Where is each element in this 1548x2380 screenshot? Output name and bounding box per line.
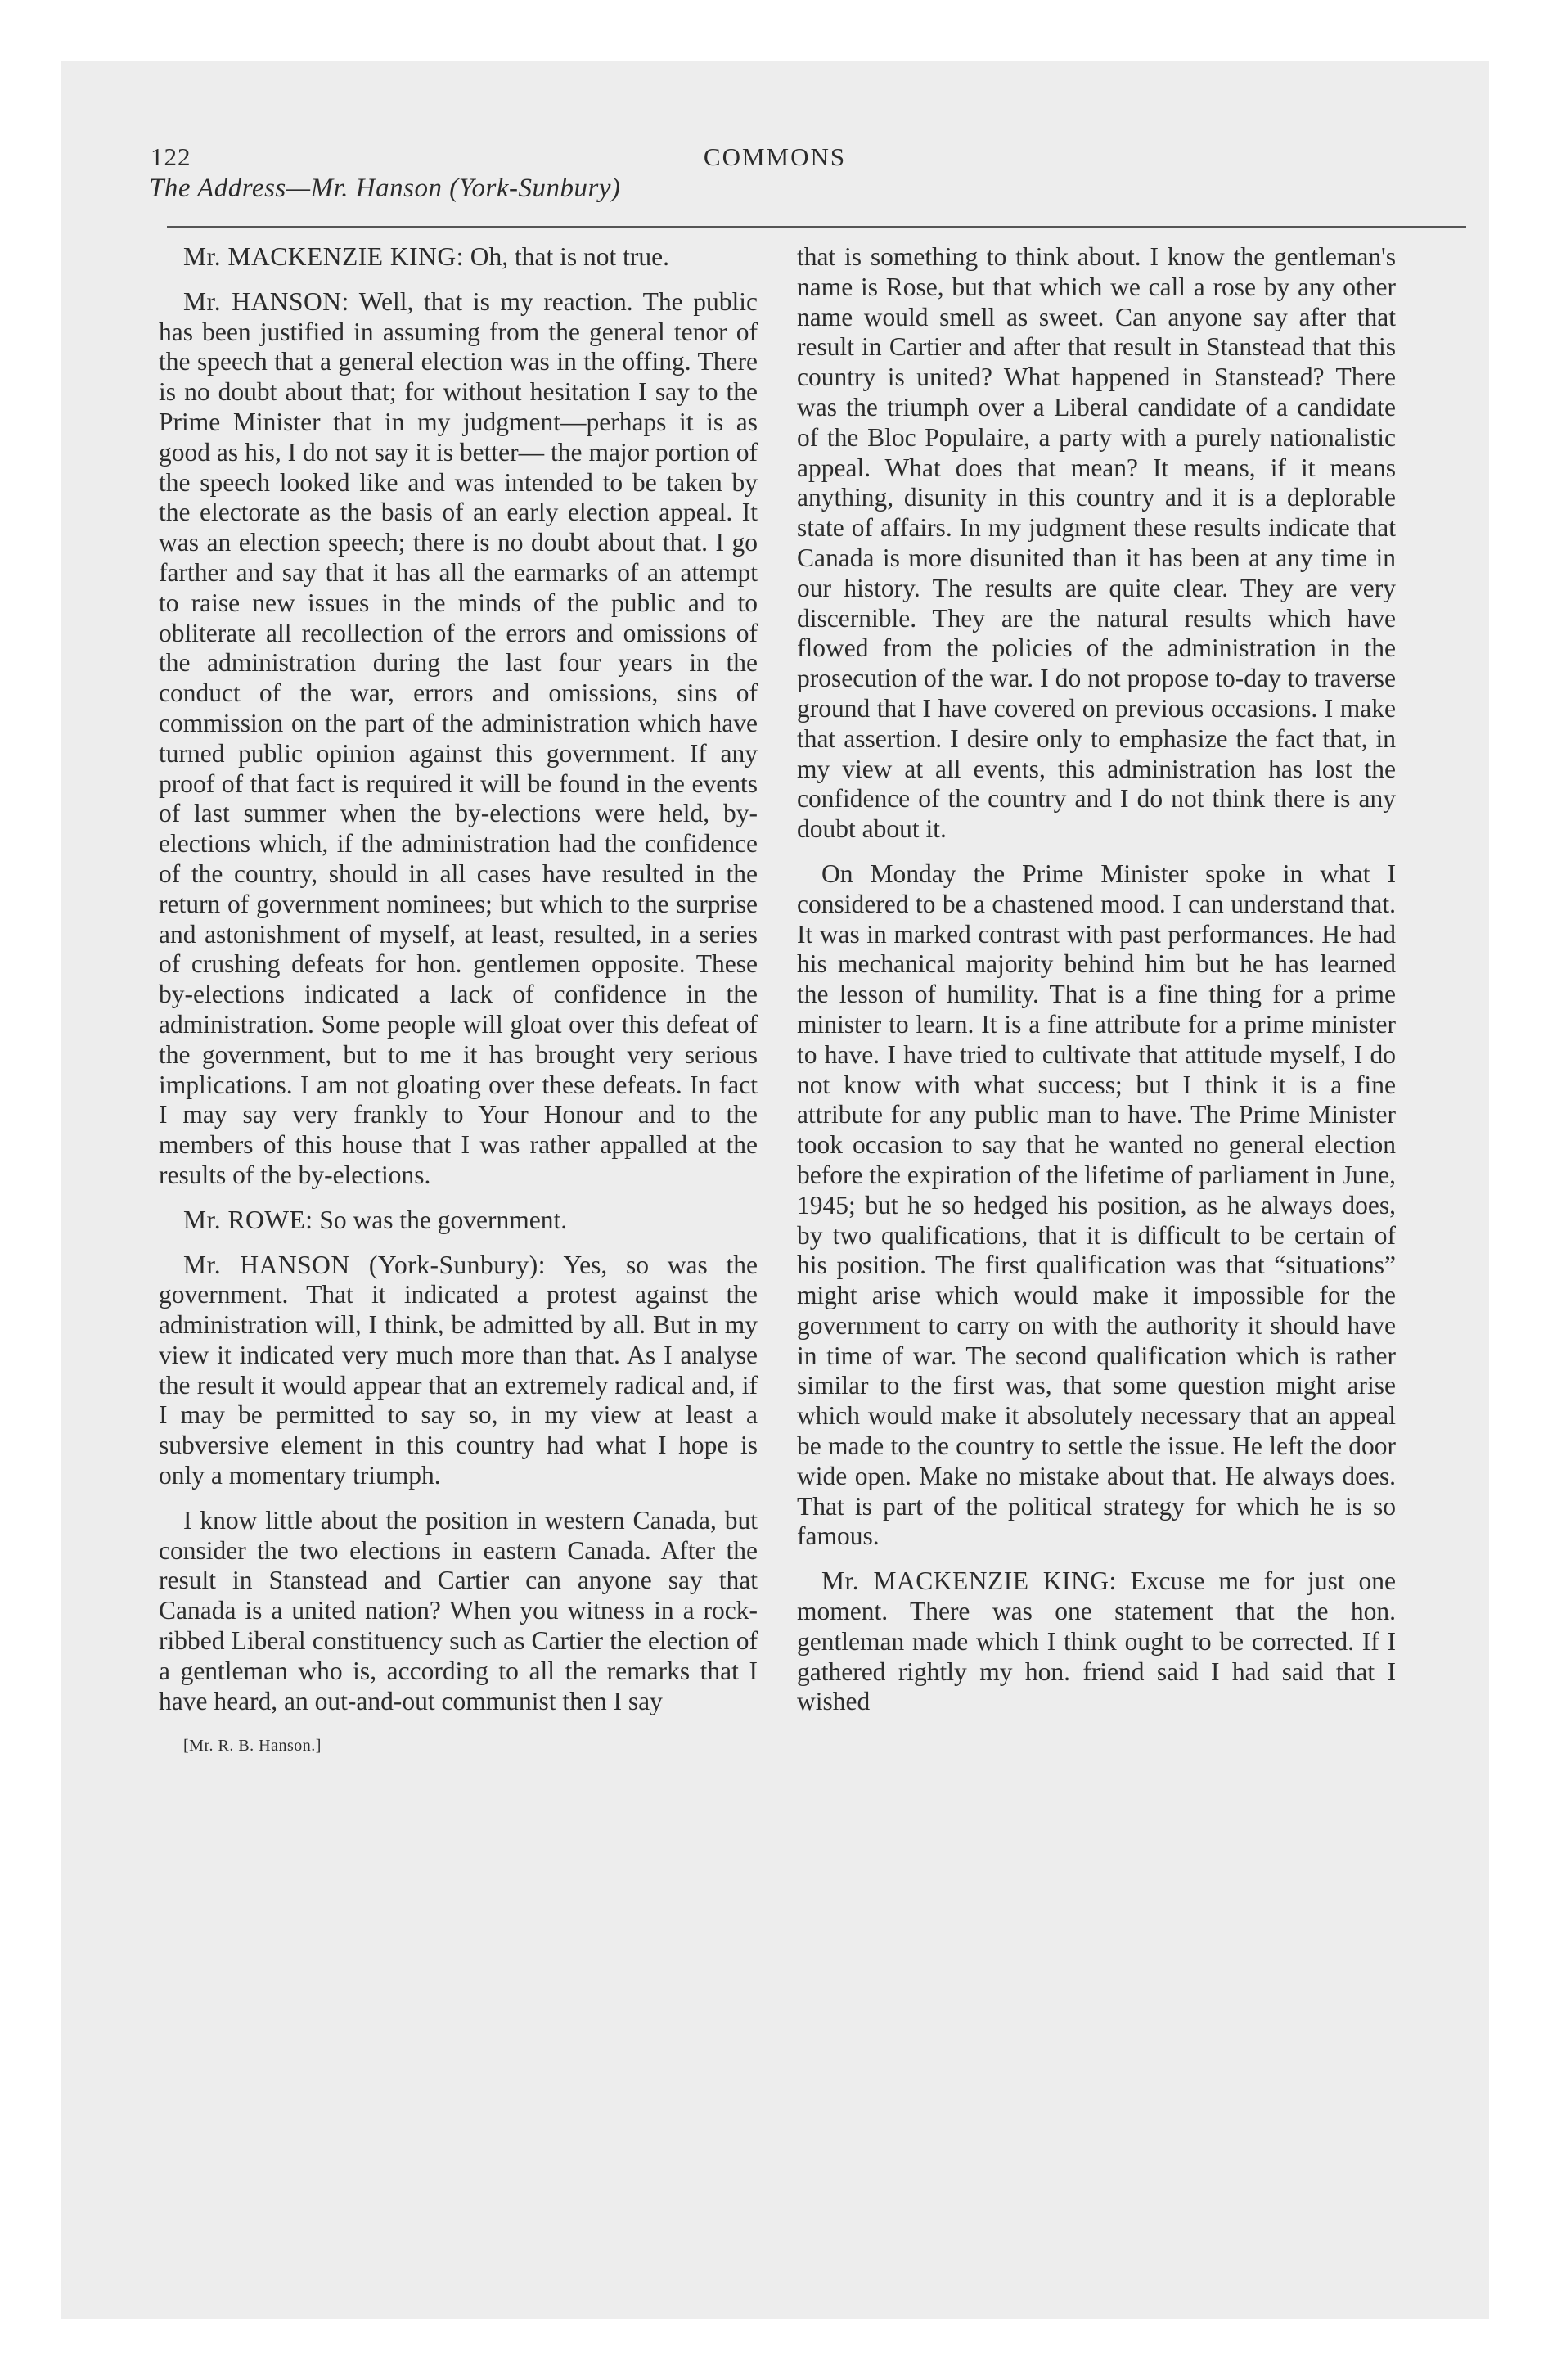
paragraph-continuation [797,242,1396,845]
paragraph [797,1566,1396,1717]
speaker-name: Mr. HANSON (York-Sunbury): [183,1250,546,1279]
page-number: 122 [151,142,191,171]
paragraph [159,287,758,1191]
paragraph-text: Yes, so was the government. That it indicated a protest against the administration will, I think, be admitted by all. But in my view it indicated very much more than that. As I analyse the result it would appear that an extremely radical and, if I may be permitted to say so, in my view at least a subversive element in this country had what I hope is only a momentary triumph. [159,1250,758,1490]
paragraph-text: Oh, that is not true. [463,242,669,271]
paragraph [159,1206,758,1236]
running-head: COMMONS [703,142,847,171]
paragraph [159,1251,758,1491]
paragraph-text: Well, that is my reaction. The public has been justified in assuming from the general tenor of the speech that a general election was in the offing. There is no doubt about that; for without hesitation I say to the Prime Minister that in my judgment—perhaps it is as good as his, I do not say it is better— the major portion of the speech looked like and was intended to be taken by the electorate as the basis of an early election appeal. It was an election speech; there is no doubt about that. I go farther and say that it has all the earmarks of an attempt to raise new issues in the minds of the public and to obliterate all recollection of the errors and omissions of the administration during the last four years in the conduct of the war, errors and omissions, sins of commission on the part of the administration which have turned public opinion against this government. If any proof of that fact is required it will be found in the events of last summer when the by-elections were held, by-elections which, if the administration had the confidence of the country, should in all cases have resulted in the return of government nominees; but which to the surprise and astonishment of myself, at least, resulted, in a series of crushing defeats for hon. gentlemen opposite. These by-elections indicated a lack of confidence in the administration. Some people will gloat over this defeat of the government, but to me it has brought very serious implications. I am not gloating over these defeats. In fact I may say very frankly to Your Honour and to the members of this house that I was rather appalled at the results of the by-elections. [159,286,758,1189]
speaker-name: Mr. MACKENZIE KING: [183,242,464,271]
paragraph-text: I know little about the position in western Canada, but consider the two elections in eastern Canada. After the result in Stanstead and Cartier can anyone say that Canada is a united nation? When you witness in a rock-ribbed Liberal constituency such as Cartier the election of a gentleman who is, according to all the remarks that I have heard, an out-and-out communist then I say [159,1505,758,1715]
paragraph-text: that is something to think about. I know the gentleman's name is Rose, but that which we call a rose by any other name would smell as sweet. Can anyone say after that result in Cartier and after that result in Stanstead that this country is united? What happened in Stanstead? There was the triumph over a Liberal candidate of a candidate of the Bloc Populaire, a party with a purely nationalistic appeal. What does that mean? It means, if it means anything, disunity in this country and it is a deplorable state of affairs. In my judgment these results indicate that Canada is more disunited than it has been at any time in our history. The results are quite clear. They are very discernible. They are the natural results which have flowed from the policies of the administration in the prosecution of the war. I do not propose to-day to traverse ground that I have covered on previous occasions. I make that assertion. I desire only to emphasize the fact that, in my view at all events, this administration has lost the confidence of the country and I do not think there is any doubt about it. [797,242,1396,844]
speaker-name: Mr. MACKENZIE KING: [821,1566,1117,1596]
speaker-name: Mr. ROWE: [183,1205,313,1234]
paragraph-text: So was the government. [313,1205,568,1234]
right-column [797,242,1396,1732]
page-sheet [61,61,1489,2319]
paragraph [159,1506,758,1717]
paragraph [797,859,1396,1552]
header-rule [167,226,1466,228]
paragraph [159,242,758,273]
left-column [159,242,758,1776]
speaker-footnote: [Mr. R. B. Hanson.] [183,1737,322,1756]
paragraph-text: Excuse me for just one moment. There was one statement that the hon. gentleman made which I think ought to be corrected. If I gathered rightly my hon. friend said I had said that I wished [797,1566,1396,1716]
speaker-name: Mr. HANSON: [183,286,349,316]
paragraph-text: On Monday the Prime Minister spoke in what I considered to be a chastened mood. I can understand that. It was in marked contrast with past performances. He had his mechanical majority behind him but he has learned the lesson of humility. That is a fine thing for a prime minister to learn. It is a fine attribute for a prime minister to have. I have tried to cultivate that attitude myself, I do not know with what success; but I think it is a fine attribute for any public man to have. The Prime Minister took occasion to say that he wanted no general election before the expiration of the lifetime of parliament in June, 1945; but he so hedged his position, as he always does, by two qualifications, that it is difficult to be certain of his position. The first qualification was that “situations” might arise which would make it impossible for the government to carry on with the authority it should have in time of war. The second qualification which is rather similar to the first was, that some question might arise which would make it absolutely necessary that an appeal be made to the country to settle the issue. He left the door wide open. Make no mistake about that. He always does. That is part of the political strategy for which he is so famous. [797,859,1396,1551]
page-subhead: The Address—Mr. Hanson (York-Sunbury) [149,174,621,203]
